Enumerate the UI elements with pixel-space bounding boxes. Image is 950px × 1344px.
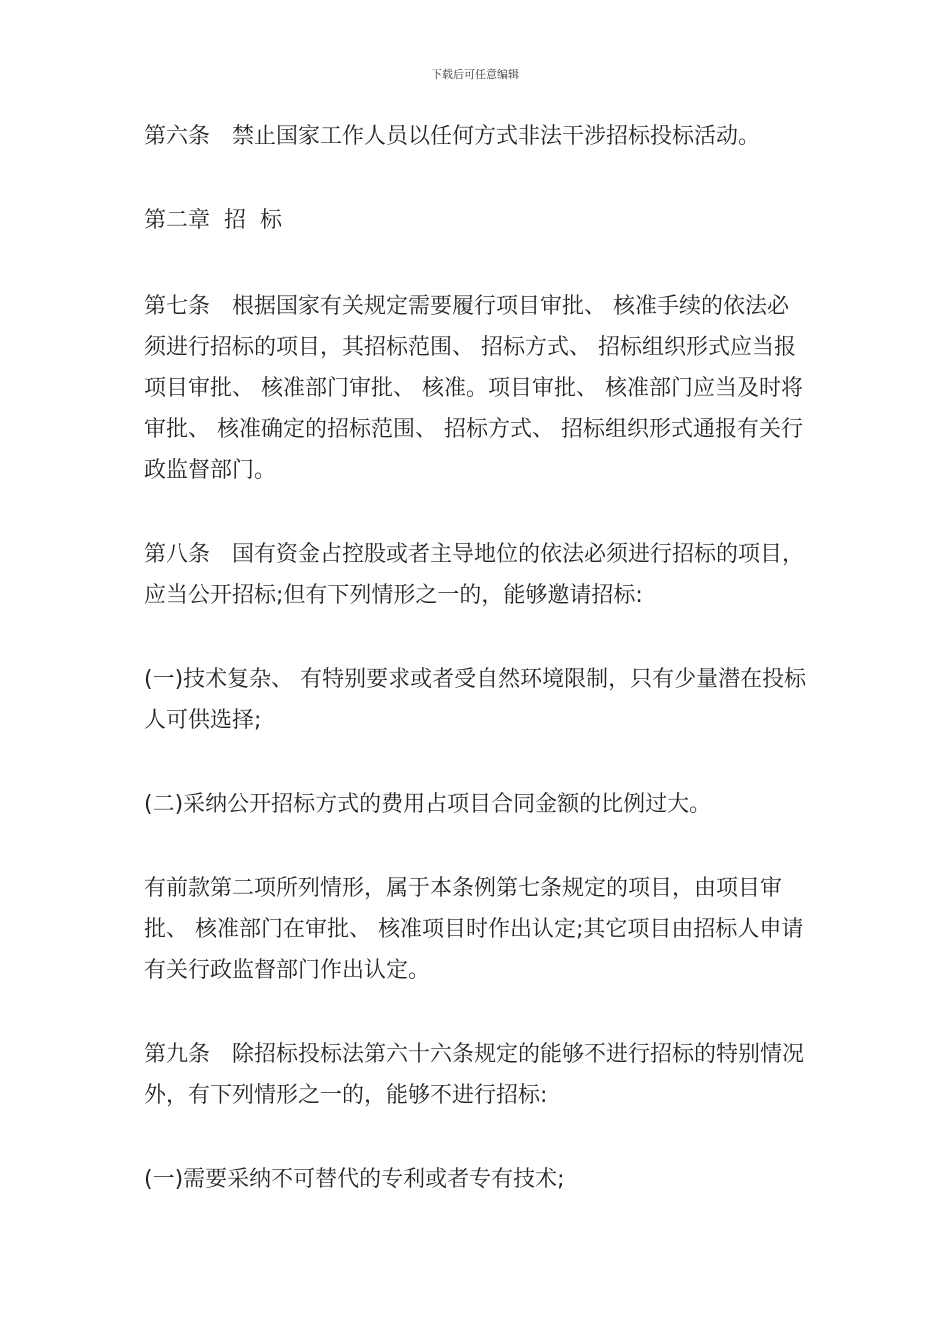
page-header-note: 下载后可任意编辑 [431, 68, 519, 81]
article-8-item-2: (二)采纳公开招标方式的费用占项目合同金额的比例过大。 [144, 792, 712, 817]
article-6: 第六条 禁止国家工作人员以任何方式非法干涉招标投标活动。 [144, 124, 761, 149]
chapter-2-heading: 第二章 招 标 [144, 208, 282, 233]
article-8-item-1: (一)技术复杂、 有特别要求或者受自然环境限制，只有少量潜在投标人可供选择; [144, 667, 807, 733]
article-8: 第八条 国有资金占控股或者主导地位的依法必须进行招标的项目，应当公开招标;但有下列情形之一的，能够邀请招标: [144, 542, 805, 608]
article-8-note: 有前款第二项所列情形，属于本条例第七条规定的项目，由项目审批、 核准部门在审批、 核准项目时作出认定;其它项目由招标人申请有关行政监督部门作出认定。 [144, 876, 804, 983]
document-body [144, 116, 808, 1243]
article-7: 第七条 根据国家有关规定需要履行项目审批、 核准手续的依法必须进行招标的项目，其招标范围、 招标方式、 招标组织形式应当报项目审批、 核准部门审批、 核准。项目审批、 核准部门应当及时将审批、 核准确定的招标范围、 招标方式、 招标组织形式通报有关行政监督部门。 [144, 294, 803, 483]
article-9: 第九条 除招标投标法第六十六条规定的能够不进行招标的特别情况外，有下列情形之一的，能够不进行招标: [144, 1042, 805, 1108]
article-9-item-1: (一)需要采纳不可替代的专利或者专有技术; [144, 1167, 565, 1192]
